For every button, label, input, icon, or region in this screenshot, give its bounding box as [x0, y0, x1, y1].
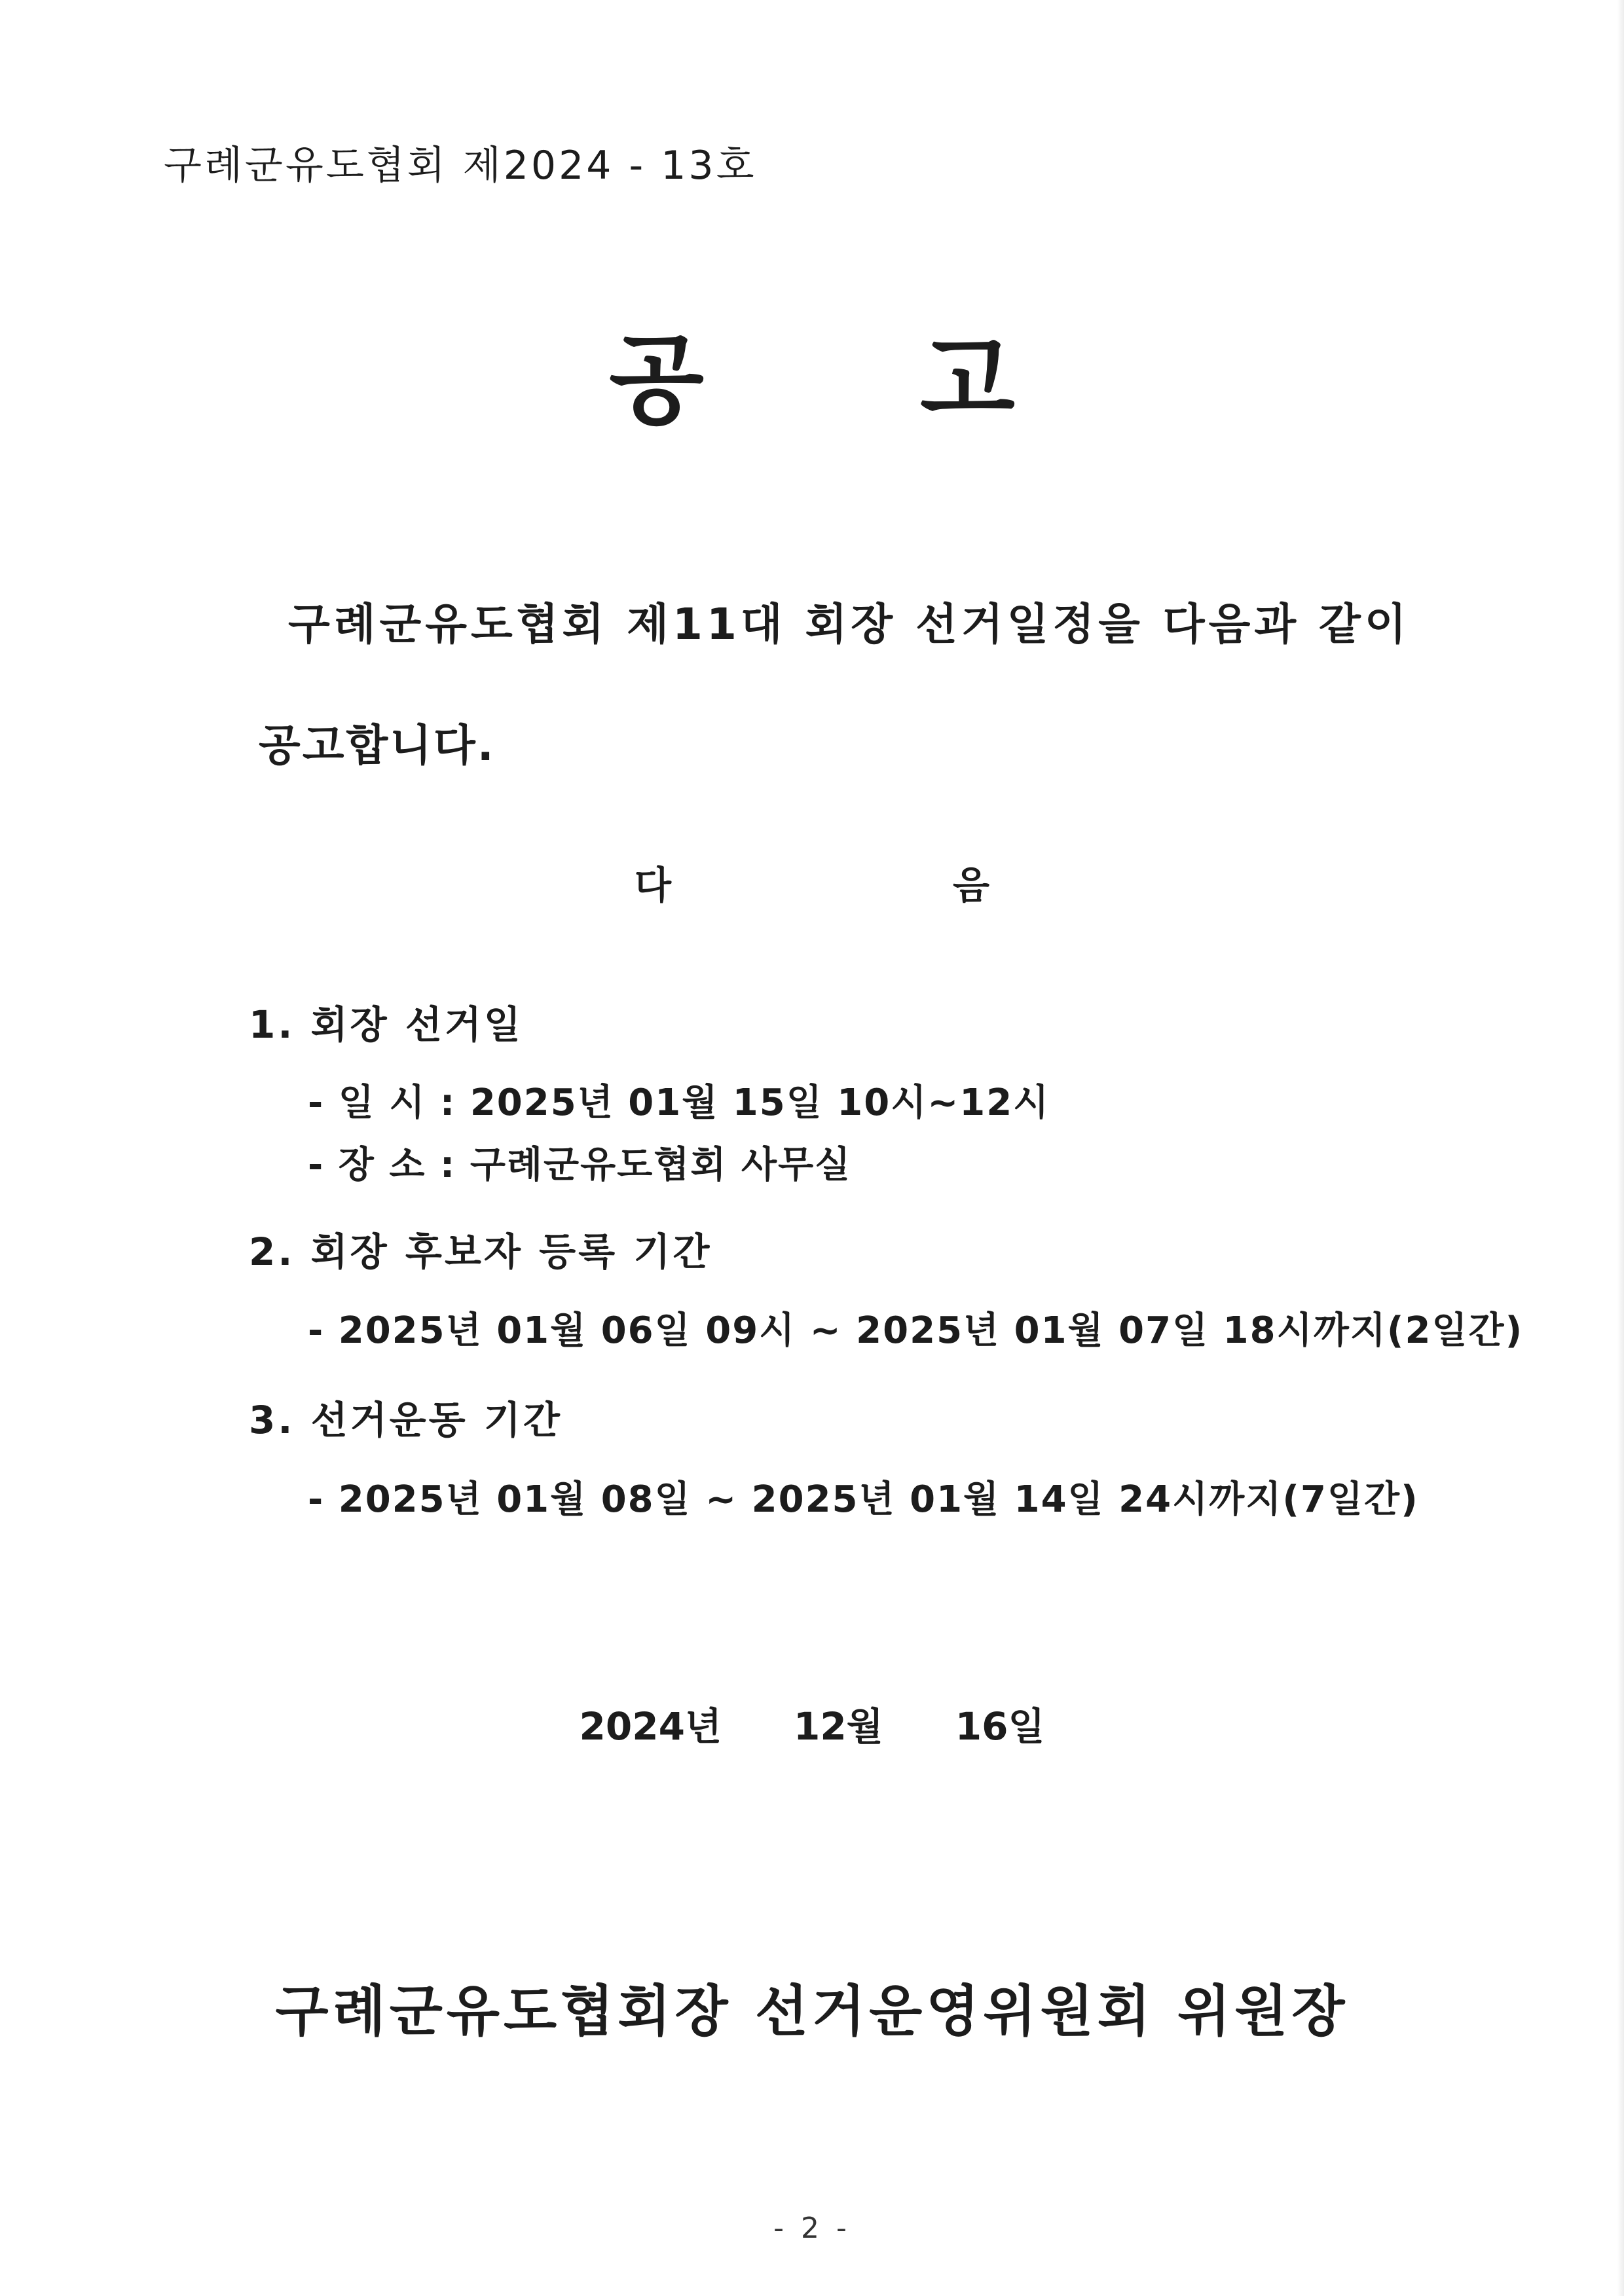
intro-line-2: 공고합니다.: [259, 720, 496, 771]
title-char-2: 고: [920, 324, 1015, 438]
issue-date-month: 12월: [793, 1704, 883, 1749]
issue-date: [0, 1696, 1624, 1751]
title-char-1: 공: [609, 324, 704, 438]
issue-date-year: 2024년: [579, 1704, 722, 1749]
section-2-detail-period: - 2025년 01월 06일 09시 ~ 2025년 01월 07일 18시까지(2일간): [308, 1309, 1524, 1352]
signer-title: 구례군유도협회장 선거운영위원회 위원장: [275, 1979, 1349, 2043]
section-2-heading: 2. 회장 후보자 등록 기간: [249, 1230, 712, 1274]
section-3-heading: 3. 선거운동 기간: [249, 1398, 563, 1442]
section-1-detail-location: - 장 소 : 구례군유도협회 사무실: [308, 1144, 852, 1186]
section-3-detail-period: - 2025년 01월 08일 ~ 2025년 01월 14일 24시까지(7일간): [308, 1478, 1419, 1521]
notice-heading: [0, 854, 1624, 909]
document-number: 구례군유도협회 제2024 - 13호: [164, 143, 757, 189]
section-1-heading: 1. 회장 선거일: [249, 1002, 523, 1047]
document-title: [0, 301, 1624, 443]
notice-char-2: 음: [953, 863, 990, 907]
issue-date-day: 16일: [955, 1704, 1045, 1749]
section-1-detail-datetime: - 일 시 : 2025년 01월 15일 10시~12시: [308, 1082, 1050, 1124]
intro-line-1: 구례군유도협회 제11대 회장 선거일정을 다음과 같이: [288, 599, 1411, 649]
notice-char-1: 다: [634, 863, 671, 907]
page-number: - 2 -: [773, 2212, 851, 2245]
